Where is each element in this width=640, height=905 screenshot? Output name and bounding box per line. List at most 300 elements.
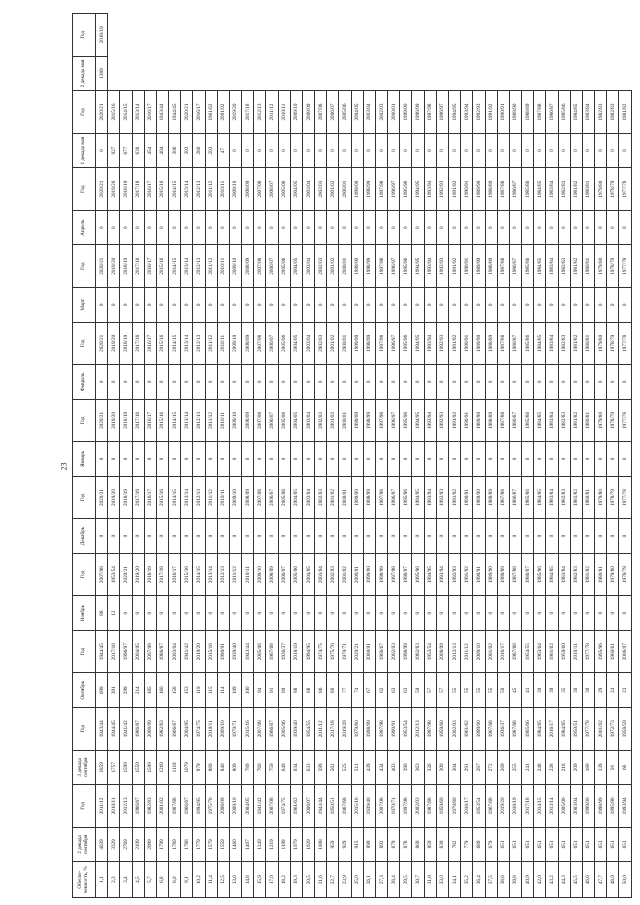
table-row (327, 14, 339, 898)
table-cell: 0 (558, 596, 570, 631)
table-cell: 0 (534, 596, 546, 631)
table-row (461, 14, 473, 898)
table-cell: 17,0 (266, 862, 278, 898)
table-cell: 1982/83 (558, 476, 570, 518)
table-cell: 2016/17 (169, 553, 181, 595)
table-cell: 0 (388, 365, 400, 400)
table-cell: 0 (558, 210, 570, 245)
table-cell: 1008 (315, 827, 327, 862)
table-cell: 1986/87 (546, 91, 558, 133)
table-cell: 0 (424, 365, 436, 400)
table-cell: 2006/07 (302, 785, 314, 827)
table-cell: 2000/01 (339, 399, 351, 441)
table-cell: 1998/99 (412, 91, 424, 133)
column-header: Январь (73, 442, 96, 477)
table-cell: 0 (144, 519, 156, 554)
table-cell: 0 (522, 210, 534, 245)
table-cell: 59 (412, 673, 424, 708)
table-cell: 8,0 (169, 862, 181, 898)
table-cell: 2002/03 (375, 91, 387, 133)
table-cell: 1990/91 (461, 322, 473, 364)
table-cell: 0 (205, 210, 217, 245)
table-cell: 12,5 (217, 862, 229, 898)
table-cell: 2015/16 (156, 476, 168, 518)
table-cell: 1079 (290, 827, 302, 862)
table-cell: 2005/06 (278, 322, 290, 364)
table-row (485, 14, 497, 898)
table-cell: 2011/12 (205, 399, 217, 441)
table-cell: 165 (144, 673, 156, 708)
table-cell: 1984/85 (534, 399, 546, 441)
table-cell: 0 (242, 210, 254, 245)
table-cell: 0 (570, 442, 582, 477)
table-cell: 809 (229, 750, 241, 785)
table-cell: 0 (509, 519, 521, 554)
table-cell: 0 (375, 365, 387, 400)
table-cell: 0 (193, 210, 205, 245)
table-cell: 1980/81 (595, 553, 607, 595)
table-cell: 2020/21 (96, 245, 108, 287)
table-cell: 2004/05 (290, 245, 302, 287)
table-cell: 1999/00 (351, 476, 363, 518)
table-cell: 1977/78 (582, 630, 594, 672)
table-cell: 2015/16 (156, 322, 168, 364)
table-cell: 1995/96 (400, 399, 412, 441)
table-cell: 2016/17 (461, 785, 473, 827)
table-cell: 0 (266, 442, 278, 477)
table-cell: 0 (473, 287, 485, 322)
table-cell: 0 (327, 596, 339, 631)
table-cell: 689 (473, 827, 485, 862)
table-cell: 2018/19 (120, 168, 132, 210)
table-cell: 309 (436, 750, 448, 785)
column-header: Год (73, 785, 96, 827)
table-cell: 0 (96, 519, 108, 554)
table-cell: 1993/94 (424, 245, 436, 287)
table-cell: 0 (473, 596, 485, 631)
table-cell: 0 (461, 442, 473, 477)
table-cell: 0 (412, 519, 424, 554)
table-cell: 1999/00 (351, 245, 363, 287)
table-cell: 2017/18 (132, 168, 144, 210)
table-cell: 0 (108, 210, 120, 245)
table-cell: 2013/14 (205, 553, 217, 595)
table-cell: 0 (607, 519, 619, 554)
table-cell: 0 (558, 442, 570, 477)
table-cell: 0 (582, 210, 594, 245)
table-cell: 180 (582, 750, 594, 785)
table-cell: 57 (436, 673, 448, 708)
table-cell: 1982/83 (558, 245, 570, 287)
table-cell: 2015/16 (156, 168, 168, 210)
table-cell: 2004/05 (290, 399, 302, 441)
table-cell: 0 (254, 210, 266, 245)
table-cell: 915 (351, 827, 363, 862)
table-cell: 2008/09 (144, 708, 156, 750)
table-cell: 1249 (254, 827, 266, 862)
table-cell: 0 (169, 596, 181, 631)
table-cell: 1977/78 (619, 476, 632, 518)
table-cell: 1941/42 (254, 785, 266, 827)
table-cell: 1993/94 (424, 168, 436, 210)
table-cell: 0 (278, 133, 290, 168)
table-cell: 0 (497, 133, 509, 168)
table-cell: 0 (132, 287, 144, 322)
table-cell: 2012/13 (412, 708, 424, 750)
table-cell: 1992/93 (436, 245, 448, 287)
table-cell: 1944/45 (169, 91, 181, 133)
table-cell: 1978/79 (607, 476, 619, 518)
table-cell: 0 (619, 287, 632, 322)
table-cell: 0 (363, 287, 375, 322)
table-cell: 3329 (108, 827, 120, 862)
table-cell: 929 (339, 827, 351, 862)
table-cell: 0 (302, 287, 314, 322)
table-cell: 2001/02 (595, 708, 607, 750)
table-cell: 1987/88 (497, 245, 509, 287)
table-cell: 1961/62 (461, 708, 473, 750)
table-cell: 0 (132, 210, 144, 245)
table-cell: 0 (595, 210, 607, 245)
table-cell: 0 (278, 596, 290, 631)
column-header: Год (73, 14, 96, 57)
table-cell: 2005/06 (558, 785, 570, 827)
table-cell: 0 (156, 596, 168, 631)
table-cell: 0 (278, 287, 290, 322)
table-cell: 0 (351, 519, 363, 554)
table-cell: 31,8 (424, 862, 436, 898)
table-cell: 1978/79 (607, 245, 619, 287)
table-cell: 91 (607, 750, 619, 785)
table-cell: 0 (424, 519, 436, 554)
table-cell: 0 (96, 133, 108, 168)
table-cell: 0 (181, 442, 193, 477)
table-header-row (73, 14, 96, 898)
table-cell: 228 (546, 750, 558, 785)
table-cell: 390 (400, 750, 412, 785)
table-row (254, 14, 266, 898)
table-cell: 0 (619, 596, 632, 631)
table-cell: 0 (327, 519, 339, 554)
table-cell: 0 (558, 519, 570, 554)
table-cell: 2014/15 (120, 91, 132, 133)
table-cell: 1986/87 (509, 168, 521, 210)
table-cell: 2002/03 (315, 476, 327, 518)
table-cell: 0 (205, 365, 217, 400)
table-cell: 391 (108, 673, 120, 708)
table-cell: 1994/95 (193, 785, 205, 827)
table-cell: 0 (254, 596, 266, 631)
table-cell: 0 (132, 519, 144, 554)
table-cell: 789 (242, 750, 254, 785)
table-cell: 0 (266, 133, 278, 168)
table-cell: 0 (363, 133, 375, 168)
table-cell: 0 (108, 442, 120, 477)
table-cell: 1996/97 (388, 168, 400, 210)
table-cell: 0 (388, 442, 400, 477)
table-cell: 1975/76 (205, 785, 217, 827)
table-cell: 0 (534, 287, 546, 322)
table-cell: 1950/51 (570, 708, 582, 750)
table-cell: 2001/02 (327, 399, 339, 441)
table-cell: 2001/02 (485, 630, 497, 672)
table-cell: 2008/09 (242, 245, 254, 287)
table-cell: 0 (570, 365, 582, 400)
table-cell: 1993/94 (424, 399, 436, 441)
table-cell: 0 (108, 365, 120, 400)
table-cell: 0 (290, 287, 302, 322)
table-cell: 0 (351, 442, 363, 477)
table-cell: 2010/11 (217, 168, 229, 210)
table-cell: 2017/18 (156, 553, 168, 595)
table-cell: 0 (485, 365, 497, 400)
table-cell: 0 (412, 365, 424, 400)
table-cell: 0 (388, 519, 400, 554)
table-cell: 0 (278, 365, 290, 400)
table-cell: 2003/04 (302, 399, 314, 441)
table-cell: 0 (461, 133, 473, 168)
table-cell: 218 (558, 750, 570, 785)
table-cell: 2006/07 (327, 91, 339, 133)
table-cell: 39 (534, 673, 546, 708)
table-cell: 46,6 (582, 862, 594, 898)
column-header: Год (73, 708, 96, 750)
table-cell: 1982/83 (558, 399, 570, 441)
table-cell: 1992/93 (436, 476, 448, 518)
table-cell: 248 (534, 750, 546, 785)
table-cell: 48,9 (607, 862, 619, 898)
table-cell: 2012/13 (120, 785, 132, 827)
table-cell: 0 (254, 442, 266, 477)
table-cell: 1990/91 (217, 630, 229, 672)
table-cell: 0 (375, 519, 387, 554)
table-cell: 2,3 (108, 862, 120, 898)
table-cell: 4,5 (132, 862, 144, 898)
table-cell: 241 (522, 750, 534, 785)
table-cell: 0 (570, 287, 582, 322)
table-cell: 1987/88 (497, 168, 509, 210)
table-cell: 2000/01 (339, 476, 351, 518)
table-cell: 2014/15 (169, 476, 181, 518)
table-cell: 1990/91 (461, 476, 473, 518)
table-cell: 0 (217, 210, 229, 245)
table-cell: 23,9 (339, 862, 351, 898)
table-cell: 0 (412, 442, 424, 477)
table-cell: 859 (424, 827, 436, 862)
table-cell: 1982/83 (412, 630, 424, 672)
column-header: Обеспе-ченность, % (73, 862, 96, 898)
table-row (205, 14, 217, 898)
table-cell: 677 (120, 133, 132, 168)
table-cell: 1998/99 (363, 476, 375, 518)
table-cell: 2018/19 (120, 322, 132, 364)
table-cell: 1991/92 (448, 476, 460, 518)
table-cell: 1979/80 (607, 553, 619, 595)
table-cell: 0 (485, 442, 497, 477)
table-cell: 1,1 (96, 862, 108, 898)
table-cell: 1939/40 (363, 785, 375, 827)
table-cell: 1967/68 (485, 708, 497, 750)
table-cell: 50 (497, 673, 509, 708)
table-cell: 651 (607, 827, 619, 862)
table-cell: 1967/68 (266, 630, 278, 672)
table-cell: 0 (436, 442, 448, 477)
table-cell: 1985/86 (522, 476, 534, 518)
table-cell: 1992/93 (436, 399, 448, 441)
table-row (278, 14, 290, 898)
table-cell: 0 (522, 133, 534, 168)
table-cell: 30 (570, 673, 582, 708)
table-cell: 2011/12 (229, 553, 241, 595)
table-cell: 0 (509, 287, 521, 322)
table-cell: 0 (96, 210, 108, 245)
column-header: Март (73, 287, 96, 322)
table-cell: 0 (509, 365, 521, 400)
table-cell: 0 (497, 519, 509, 554)
table-cell: 1967/68 (339, 785, 351, 827)
table-cell: 1980/81 (582, 399, 594, 441)
table-cell: 1997/98 (388, 553, 400, 595)
table-cell: 1941/42 (120, 708, 132, 750)
table-cell: 1987/88 (497, 322, 509, 364)
table-cell: 0 (424, 287, 436, 322)
table-cell: 2004/05 (242, 785, 254, 827)
table-cell: 2019/20 (108, 245, 120, 287)
table-cell: 0 (424, 133, 436, 168)
table-cell: 1991/92 (448, 399, 460, 441)
table-cell: 39,8 (509, 862, 521, 898)
table-cell: 1389 (96, 56, 108, 91)
table-cell: 18,2 (278, 862, 290, 898)
table-cell: 1995/96 (400, 476, 412, 518)
table-cell: 2003/04 (169, 630, 181, 672)
table-cell: 37,5 (485, 862, 497, 898)
table-cell: 5,7 (144, 862, 156, 898)
table-cell: 0 (217, 519, 229, 554)
table-cell: 1983/84 (582, 91, 594, 133)
table-cell: 0 (534, 519, 546, 554)
table-cell: 1997/98 (424, 91, 436, 133)
table-cell: 0 (169, 210, 181, 245)
table-cell: 1988/89 (497, 553, 509, 595)
table-cell: 2006/07 (619, 630, 632, 672)
table-cell: 1407 (242, 827, 254, 862)
table-cell: 1991/92 (448, 245, 460, 287)
table-cell: 0 (497, 210, 509, 245)
table-cell: 679 (485, 827, 497, 862)
table-cell: 0 (315, 596, 327, 631)
table-cell: 2012/13 (448, 630, 460, 672)
table-cell: 0 (193, 287, 205, 322)
table-cell: 1983/84 (546, 245, 558, 287)
table-cell: 0 (388, 596, 400, 631)
table-cell: 0 (169, 519, 181, 554)
table-cell: 1999/00 (582, 785, 594, 827)
table-cell: 651 (619, 827, 632, 862)
table-cell: 1983/84 (546, 476, 558, 518)
table-cell: 2010/11 (205, 708, 217, 750)
table-cell: 2019/20 (339, 708, 351, 750)
table-cell: 2012/13 (193, 476, 205, 518)
table-cell: 0 (607, 133, 619, 168)
table-cell: 0 (363, 210, 375, 245)
table-cell: 2010/11 (217, 245, 229, 287)
table-cell: 1995/96 (400, 168, 412, 210)
table-cell: 651 (595, 827, 607, 862)
table-cell: 0 (205, 519, 217, 554)
table-cell: 0 (595, 133, 607, 168)
table-cell: 28,4 (388, 862, 400, 898)
table-cell: 0 (448, 210, 460, 245)
table-cell: 203 (205, 133, 217, 168)
table-cell: 1943/44 (315, 785, 327, 827)
table-row (156, 14, 168, 898)
table-cell: 434 (375, 750, 387, 785)
table-cell: 2006/07 (266, 245, 278, 287)
table-cell: 0 (229, 519, 241, 554)
table-cell: 2109 (132, 827, 144, 862)
table-cell: 630 (132, 133, 144, 168)
table-cell: 0 (412, 210, 424, 245)
table-cell: 2020/21 (96, 91, 108, 133)
table-cell: 74 (351, 673, 363, 708)
table-cell: 0 (229, 365, 241, 400)
table-cell: 1986/87 (132, 708, 144, 750)
table-cell: 2008/09 (242, 322, 254, 364)
table-cell: 0 (400, 133, 412, 168)
table-cell: 2016/17 (144, 322, 156, 364)
table-cell: 88 (302, 673, 314, 708)
table-cell: 0 (132, 442, 144, 477)
table-cell: 2016/17 (546, 708, 558, 750)
table-cell: 1998/99 (363, 245, 375, 287)
table-cell: 1559 (132, 750, 144, 785)
table-cell: 0 (254, 133, 266, 168)
table-cell: 2013/14 (181, 168, 193, 210)
table-cell: 651 (570, 827, 582, 862)
table-cell: 0 (558, 133, 570, 168)
table-cell: 0 (290, 519, 302, 554)
table-cell: 1994/95 (302, 630, 314, 672)
table-cell: 1988/89 (485, 476, 497, 518)
table-cell: 2001/02 (156, 785, 168, 827)
table-cell: 2010/11 (217, 322, 229, 364)
table-cell: 4039 (96, 827, 108, 862)
table-cell: 0 (242, 133, 254, 168)
table-cell: 26,1 (363, 862, 375, 898)
table-cell: 2002/03 (327, 553, 339, 595)
table-cell: 879 (388, 827, 400, 862)
table-cell: 2004/05 (290, 322, 302, 364)
table-cell: 21,6 (315, 862, 327, 898)
table-cell: 13,6 (229, 862, 241, 898)
table-cell: 1936/37 (497, 708, 509, 750)
table-cell: 1977/78 (619, 322, 632, 364)
table-cell: 1996/97 (120, 630, 132, 672)
table-cell: 1978/79 (607, 399, 619, 441)
table-row (436, 14, 448, 898)
column-header: Год (73, 476, 96, 518)
table-cell: 2007/08 (315, 91, 327, 133)
table-cell: 1997/98 (375, 322, 387, 364)
table-cell: 0 (108, 287, 120, 322)
table-cell: 0 (169, 442, 181, 477)
table-cell: 0 (509, 442, 521, 477)
table-cell: 1967/68 (485, 785, 497, 827)
table-cell: 2017/18 (108, 630, 120, 672)
table-cell: 2003/04 (302, 322, 314, 364)
table-cell: 2009/10 (229, 245, 241, 287)
